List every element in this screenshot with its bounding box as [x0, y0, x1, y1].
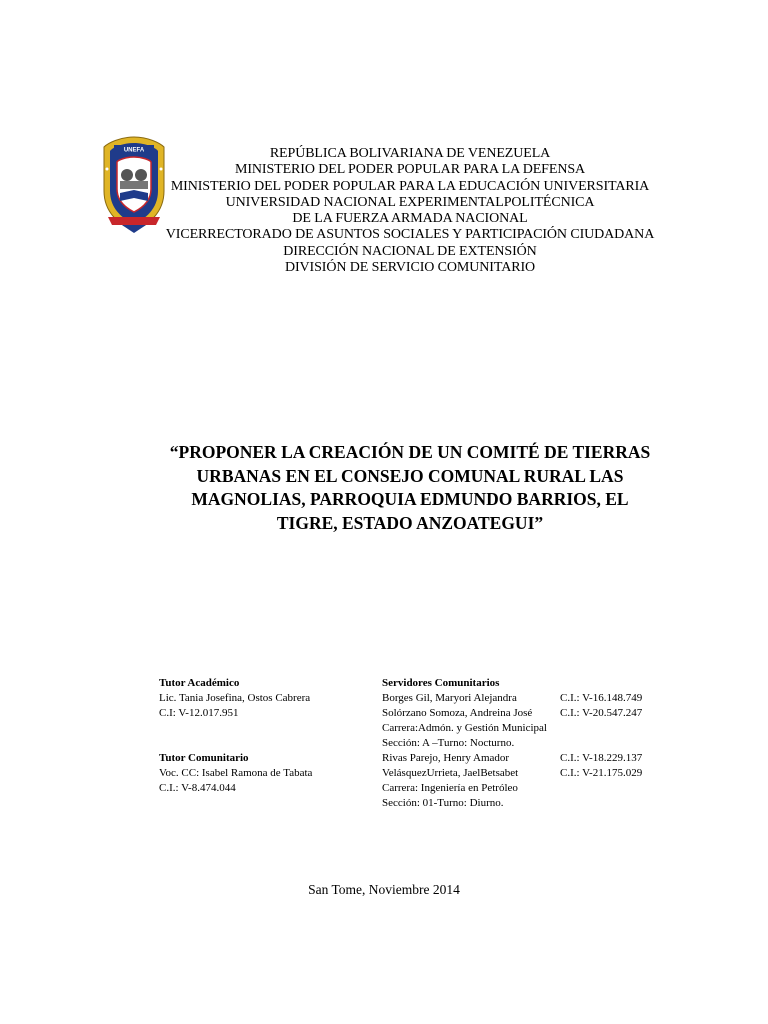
header-line: MINISTERIO DEL PODER POPULAR PARA LA DEFENSA: [234, 162, 586, 178]
header-line: UNIVERSIDAD NACIONAL EXPERIMENTALPOLITÉCNICA: [225, 194, 595, 210]
header-line: DIRECCIÓN NACIONAL DE EXTENSIÓN: [283, 243, 537, 259]
header-line: DIVISIÓN DE SERVICIO COMUNITARIO: [284, 260, 536, 276]
tutor-academico-block: [159, 676, 379, 721]
servidor-name: Rivas Parejo, Henry Amador: [382, 752, 510, 764]
header-line: REPÚBLICA BOLIVARIANA DE VENEZUELA: [269, 146, 551, 161]
servidores-heading: Servidores Comunitarios: [382, 677, 500, 689]
title-line: “PROPONER LA CREACIÓN DE UN COMITÉ DE TIERRAS: [169, 442, 651, 462]
servidor-row: [382, 691, 672, 706]
servidor-row: [382, 736, 672, 751]
servidor-row: [382, 766, 672, 781]
servidor-detail: Carrera:Admón. y Gestión Municipal: [382, 722, 547, 734]
title-line: MAGNOLIAS, PARROQUIA EDMUNDO BARRIOS, EL: [191, 489, 629, 509]
crest-banner-text: UNEFA: [123, 147, 145, 154]
header-line: VICERRECTORADO DE ASUNTOS SOCIALES Y PARTICIPACIÓN CIUDADANA: [165, 227, 655, 243]
servidor-ci: C.I.: V-20.547.247: [560, 707, 643, 719]
tutor-academico-heading: Tutor Académico: [159, 677, 240, 689]
project-title: [140, 441, 680, 535]
title-line: TIGRE, ESTADO ANZOATEGUI”: [276, 512, 544, 533]
servidor-ci: C.I.: V-18.229.137: [560, 752, 643, 764]
servidor-name: Borges Gil, Maryori Alejandra: [382, 692, 517, 704]
servidor-row: [382, 781, 672, 796]
servidor-name: VelásquezUrrieta, JaelBetsabet: [382, 767, 519, 779]
tutor-academico-ci: C.I: V-12.017.951: [159, 707, 239, 719]
tutor-comunitario-block: [159, 751, 379, 796]
tutor-comunitario-name: Voc. CC: Isabel Ramona de Tabata: [159, 767, 313, 779]
servidor-row: [382, 751, 672, 766]
servidor-ci: C.I.: V-21.175.029: [560, 767, 643, 779]
tutor-comunitario-ci: C.I.: V-8.474.044: [159, 782, 236, 794]
servidor-detail: Sección: A –Turno: Nocturno.: [382, 737, 515, 749]
servidor-detail: Sección: 01-Turno: Diurno.: [382, 797, 504, 809]
servidor-name: Solórzano Somoza, Andreina José: [382, 707, 533, 719]
servidores-block: [382, 676, 672, 811]
header-line: MINISTERIO DEL PODER POPULAR PARA LA EDUCACIÓN UNIVERSITARIA: [170, 178, 650, 194]
servidor-row: [382, 796, 672, 811]
tutor-academico-name: Lic. Tania Josefina, Ostos Cabrera: [159, 692, 311, 704]
tutor-comunitario-heading: Tutor Comunitario: [159, 752, 249, 764]
title-line: URBANAS EN EL CONSEJO COMUNAL RURAL LAS: [196, 465, 624, 486]
servidor-row: [382, 706, 672, 721]
servidor-row: [382, 721, 672, 736]
servidor-detail: Carrera: Ingeniería en Petróleo: [382, 782, 518, 794]
institution-header: [150, 146, 670, 276]
header-line: DE LA FUERZA ARMADA NACIONAL: [292, 211, 528, 227]
servidor-ci: C.I.: V-16.148.749: [560, 692, 643, 704]
place-date: San Tome, Noviembre 2014: [308, 882, 460, 897]
